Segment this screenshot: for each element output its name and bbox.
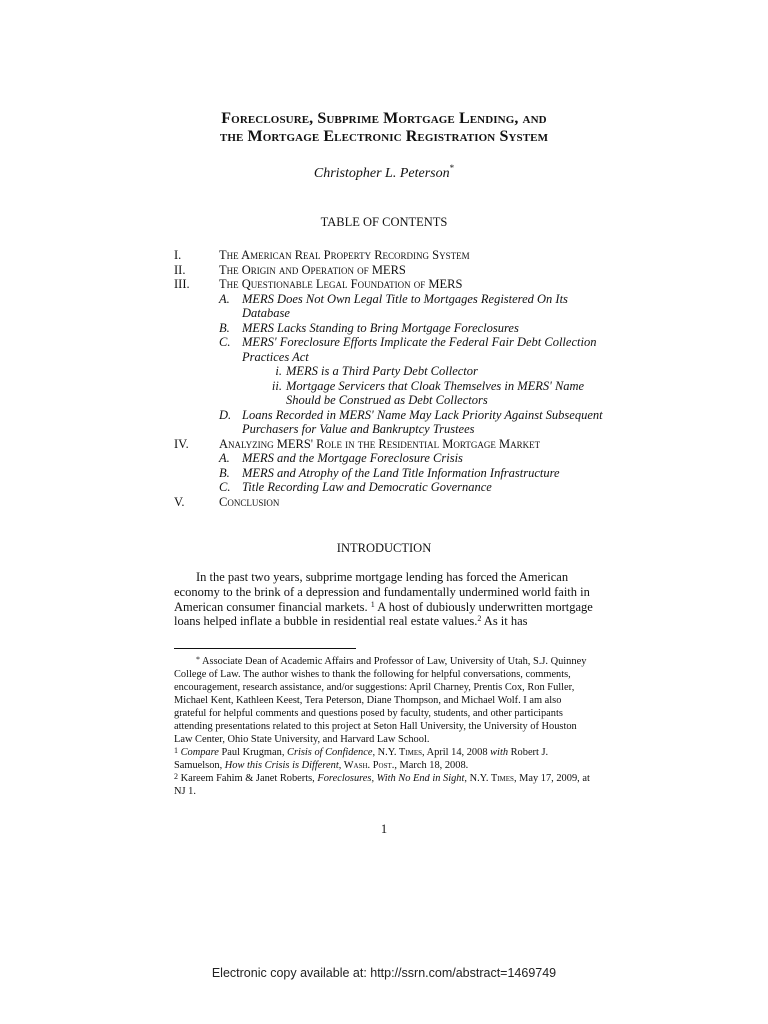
toc-entry-number: A. (219, 451, 230, 465)
paper-title-line-1: Foreclosure, Subprime Mortgage Lending, and (221, 110, 547, 127)
toc-entry-number: I. (174, 248, 182, 262)
toc-entry-title: Analyzing MERS' Role in the Residential Mortgage Market (219, 436, 541, 451)
toc-entry-title: MERS Lacks Standing to Bring Mortgage Foreclosures (242, 320, 519, 335)
toc-entry-title: The American Real Property Recording System (219, 248, 470, 262)
toc-entry-number: B. (219, 465, 230, 480)
intro-text-part-1: In the past two years, subprime mortgage lending has forced the American economy to the brink of a depression and fundamentally undermined world faith in American consumer financial markets. (174, 570, 590, 614)
footnote-1 (174, 746, 596, 772)
toc-entry-number: A. (219, 291, 230, 306)
toc-entry-number: B. (219, 320, 230, 335)
toc-entry-title: Loans Recorded in MERS' Name May Lack Priority Against Subsequent Purchasers for Value and Bankruptcy Trustees (242, 407, 603, 436)
footnote-mark: 1 (174, 746, 178, 755)
footnotes (174, 655, 596, 798)
toc-entry (174, 364, 604, 379)
citation-author: Robert J. Samuelson, (174, 747, 549, 771)
citation-signal: Compare (180, 747, 219, 758)
footnote-divider (174, 648, 356, 649)
toc-entry-number: ii. (271, 378, 282, 393)
toc-entry (174, 292, 604, 321)
introduction-body (174, 570, 596, 629)
citation-publication: , N.Y. Times (372, 747, 422, 758)
intro-text-part-3: As it has (481, 614, 528, 629)
toc-entry (174, 379, 604, 408)
footnote-ref-1: 1 (370, 599, 375, 609)
citation-date: , March 18, 2008. (394, 760, 469, 771)
toc-entry-number: C. (219, 480, 231, 494)
citation-publication: , N.Y. Times (464, 773, 514, 784)
toc-entry-number: i. (275, 364, 282, 378)
toc-entry-title: Title Recording Law and Democratic Governance (242, 480, 492, 494)
citation-title: Crisis of Confidence (287, 747, 373, 758)
toc-entry (174, 408, 604, 437)
toc-entry-number: IV. (174, 436, 189, 451)
toc-entry-title: MERS is a Third Party Debt Collector (286, 364, 478, 378)
introduction-heading: INTRODUCTION (336, 541, 432, 555)
citation-signal: with (490, 747, 509, 758)
footnote-author (174, 655, 596, 746)
toc-entry (174, 480, 604, 495)
toc-entry (174, 248, 604, 263)
citation-date: , May 17, 2009, at NJ 1. (174, 773, 590, 797)
toc-entry-title: MERS and the Mortgage Foreclosure Crisis (242, 451, 463, 465)
toc-entry-number: V. (174, 494, 185, 509)
citation-title: Foreclosures, With No End in Sight (317, 773, 465, 784)
toc-entry-title: Mortgage Servicers that Cloak Themselves in MERS' Name Should be Construed as Debt Collectors (286, 378, 585, 407)
table-of-contents (174, 248, 604, 509)
toc-entry (174, 466, 604, 481)
footnote-mark: 2 (174, 772, 178, 781)
citation-author: Paul Krugman, (218, 747, 288, 758)
toc-entry (174, 321, 604, 336)
intro-text-part-2: A host of dubiously underwritten mortgage loans helped inflate a bubble in residential real estate values. (174, 599, 593, 629)
footnote-ref-2: 2 (477, 614, 482, 624)
citation-author: Kareem Fahim & Janet Roberts, (178, 773, 318, 784)
toc-entry-number: II. (174, 262, 186, 277)
toc-entry (174, 451, 604, 466)
ssrn-availability-notice: Electronic copy available at: http://ssrn.com/abstract=1469749 (211, 966, 557, 980)
toc-entry-number: C. (219, 335, 231, 349)
toc-entry-number: D. (219, 407, 232, 422)
citation-title: How this Crisis is Different (224, 760, 339, 771)
toc-entry-number: III. (174, 277, 190, 291)
toc-heading: TABLE OF CONTENTS (320, 215, 448, 229)
footnote-text: Associate Dean of Academic Affairs and Professor of Law, University of Utah, S.J. Quinney College of Law. The author wishes to thank the following for helpful conversations, comments, encouragement, research assistance, and/or suggestions: April Charney, Prentis Cox, Ron Fuller, Michael Kent, Kathleen Keest, Tera Peterson, Diane Thompson, and Michael Wolf. I am also grateful for helpful comments and questions posed by faculty, students, and other participants attending presentations related to this project at Seton Hall University, the University of Houston Law Center, Ohio State University, and Harvard Law School. (174, 656, 587, 745)
toc-entry-title: Conclusion (219, 494, 280, 509)
author-byline (0, 163, 768, 182)
toc-entry-title: MERS Does Not Own Legal Title to Mortgages Registered On Its Database (242, 291, 568, 320)
toc-entry-title: MERS' Foreclosure Efforts Implicate the Federal Fair Debt Collection Practices Act (242, 335, 597, 364)
toc-entry-title: The Questionable Legal Foundation of MERS (219, 277, 463, 291)
paper-title-line-2: the Mortgage Electronic Registration System (219, 128, 549, 145)
author-footnote-mark: * (449, 163, 455, 173)
toc-entry (174, 495, 604, 510)
toc-entry (174, 263, 604, 278)
toc-entry (174, 277, 604, 292)
citation-date: , April 14, 2008 (422, 747, 491, 758)
footnote-2 (174, 772, 596, 798)
page-number: 1 (380, 822, 388, 836)
toc-entry-title: The Origin and Operation of MERS (219, 262, 406, 277)
author-name: Christopher L. Peterson (313, 166, 450, 181)
citation-publication: , Wash. Post. (338, 760, 395, 771)
toc-entry (174, 437, 604, 452)
introduction-paragraph (174, 570, 596, 629)
toc-entry-title: MERS and Atrophy of the Land Title Information Infrastructure (242, 465, 560, 480)
footnote-mark: * (196, 655, 200, 664)
toc-entry (174, 335, 604, 364)
